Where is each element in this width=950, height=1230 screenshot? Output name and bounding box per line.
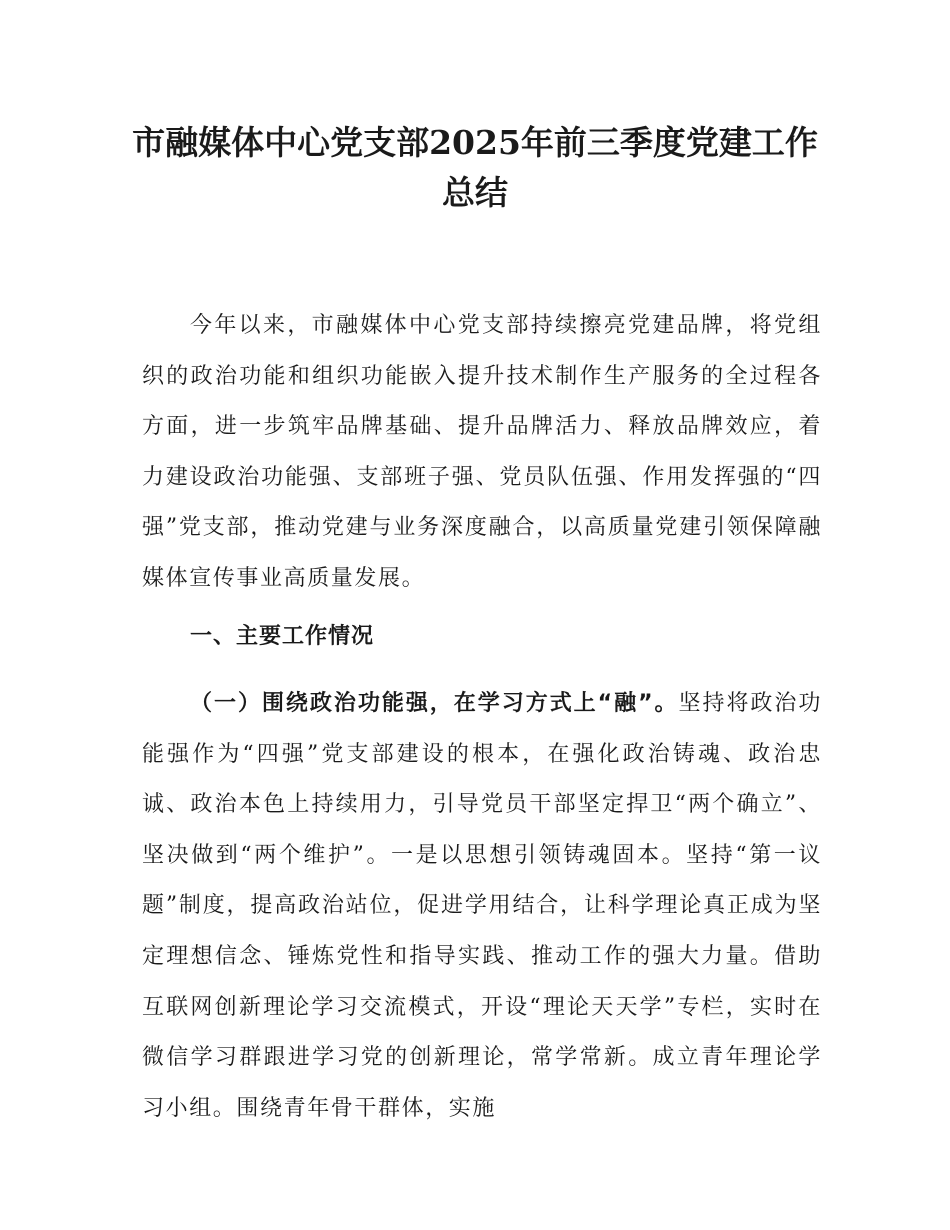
document-title: 市融媒体中心党支部2025年前三季度党建工作总结 bbox=[132, 123, 818, 212]
subsection-paragraph bbox=[142, 679, 822, 1134]
subsection-lead: （一）围绕政治功能强，在学习方式上“融”。 bbox=[190, 691, 679, 716]
section-heading: 一、主要工作情况 bbox=[190, 624, 375, 649]
intro-paragraph: 今年以来，市融媒体中心党支部持续擦亮党建品牌，将党组织的政治功能和组织功能嵌入提升技术制作生产服务的全过程各方面，进一步筑牢品牌基础、提升品牌活力、释放品牌效应，着力建设政治功能强、支部班子强、党员队伍强、作用发挥强的“四强”党支部，推动党建与业务深度融合，以高质量党建引领保障融媒体宣传事业高质量发展。 bbox=[142, 313, 822, 591]
subsection-text: 坚持将政治功能强作为“四强”党支部建设的根本，在强化政治铸魂、政治忠诚、政治本色上持续用力，引导党员干部坚定捍卫“两个确立”、坚决做到“两个维护”。一是以思想引领铸魂固本。坚持“第一议题”制度，提高政治站位，促进学用结合，让科学理论真正成为坚定理想信念、锤炼党性和指导实践、推动工作的强大力量。借助互联网创新理论学习交流模式，开设“理论天天学”专栏，实时在微信学习群跟进学习党的创新理论，常学常新。成立青年理论学习小组。围绕青年骨干群体，实施 bbox=[142, 691, 822, 1121]
